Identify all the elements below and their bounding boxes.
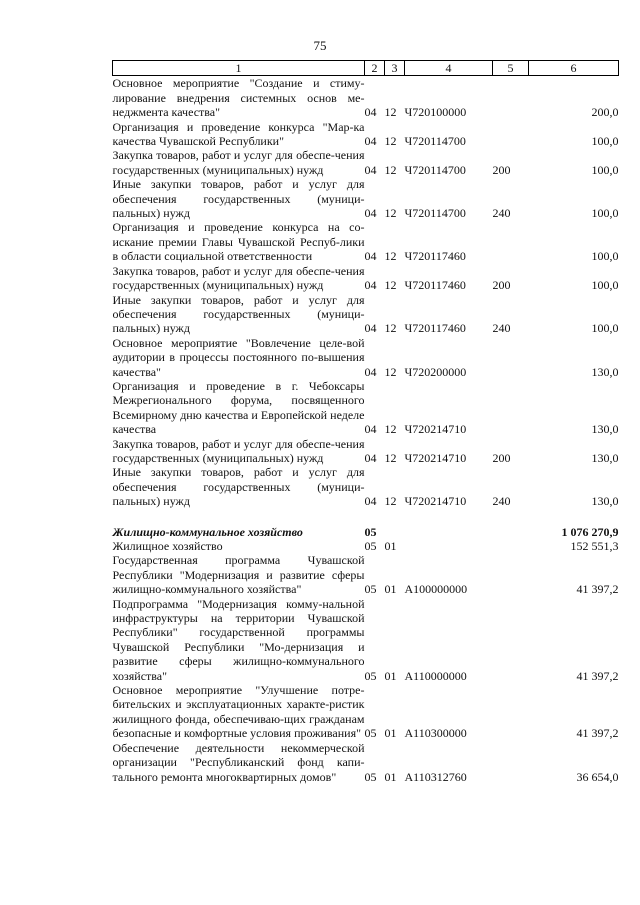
row-section-code: 04	[364, 364, 377, 379]
header-col-name: 1	[113, 61, 365, 76]
row-amount: 100,0	[591, 278, 619, 293]
row-expense-type	[493, 120, 529, 149]
row-name: Подпрограмма "Модернизация комму-нальной инфраструктуры на территории Чувашской Республики" государственной программы Чувашской Республики "Мо-дернизация и развитие сферы жилищно-коммунального хозяйства"	[112, 596, 365, 683]
row-amount: 200,0	[591, 105, 619, 120]
table-row	[113, 76, 619, 120]
row-name: Государственная программа Чувашской Республики "Модернизация и развитие сферы жилищно-коммунального хозяйства"	[112, 553, 365, 597]
table-row	[113, 539, 619, 553]
row-section-code: 04	[364, 494, 377, 509]
row-subsection-code: 12	[384, 162, 397, 177]
budget-table-container	[112, 60, 618, 784]
row-amount: 1 076 270,9	[561, 524, 619, 539]
row-expense-type	[493, 525, 529, 539]
row-section-code: 05	[364, 668, 377, 683]
row-expense-type: 240	[492, 321, 511, 336]
row-name: Закупка товаров, работ и услуг для обеспе-чения государственных (муниципальных) нужд	[112, 263, 365, 293]
row-name: Организация и проведение в г. Чебоксары Межрегионального форума, посвященного Всемирному дню качества и Европейской неделе качества	[112, 378, 365, 437]
row-section-code: 04	[364, 105, 377, 120]
row-amount: 100,0	[591, 134, 619, 149]
row-target-article: Ч720114700	[404, 134, 466, 149]
table-row	[113, 741, 619, 784]
row-section-code: 04	[364, 450, 377, 465]
row-subsection-code: 12	[384, 450, 397, 465]
row-subsection-code: 12	[384, 494, 397, 509]
header-col-expense-type: 5	[493, 61, 529, 76]
row-name: Организация и проведение конкурса на со-искание премии Главы Чувашской Респуб-лики в области социальной ответственности	[112, 220, 365, 264]
row-subsection-code: 01	[384, 539, 397, 553]
row-section-code: 04	[364, 422, 377, 437]
row-name: Иные закупки товаров, работ и услуг для обеспечения государственных (муници-пальных) нужд	[112, 465, 365, 509]
row-amount: 41 397,2	[576, 726, 619, 741]
row-expense-type: 200	[492, 278, 511, 293]
row-section-code: 04	[364, 249, 377, 264]
table-row	[113, 437, 619, 466]
row-expense-type	[493, 220, 529, 263]
row-target-article: Ч720117460	[404, 321, 466, 336]
row-section-code: 04	[364, 134, 377, 149]
row-expense-type	[493, 553, 529, 596]
row-amount: 41 397,2	[576, 582, 619, 597]
row-subsection-code: 12	[384, 321, 397, 336]
row-expense-type	[493, 539, 529, 553]
row-name: Обеспечение деятельности некоммерческой организации "Республиканский фонд капи-тального ремонта многоквартирных домов"	[112, 740, 365, 784]
row-target-article	[405, 525, 493, 539]
row-section-code: 04	[364, 162, 377, 177]
row-amount: 130,0	[591, 494, 619, 509]
row-amount: 41 397,2	[576, 668, 619, 683]
row-section-code: 04	[364, 321, 377, 336]
row-target-article: А100000000	[404, 582, 468, 597]
row-target-article: А110000000	[404, 668, 467, 683]
row-name: Иные закупки товаров, работ и услуг для обеспечения государственных (муници-пальных) нужд	[112, 292, 365, 336]
row-section-code: 05	[364, 539, 377, 553]
header-col-target-article: 4	[405, 61, 493, 76]
row-subsection-code: 12	[384, 278, 397, 293]
row-expense-type	[493, 379, 529, 437]
row-name: Организация и проведение конкурса "Мар-ка качества Чувашской Республики"	[112, 119, 365, 149]
table-row	[113, 379, 619, 437]
row-name: Жилищное хозяйство	[112, 539, 223, 553]
row-name: Иные закупки товаров, работ и услуг для обеспечения государственных (муници-пальных) нужд	[112, 177, 365, 221]
row-target-article: Ч720114700	[404, 206, 466, 221]
header-row	[113, 61, 619, 76]
spacer-row	[113, 509, 619, 525]
row-subsection-code: 12	[384, 422, 397, 437]
row-expense-type: 240	[492, 494, 511, 509]
row-name: Основное мероприятие "Улучшение потре-бительских и эксплуатационных характе-ристик жилищного фонда, обеспечиваю-щих гражданам безопасные и комфортные условия проживания"	[112, 683, 365, 741]
header-col-subsection: 3	[385, 61, 405, 76]
row-expense-type	[493, 683, 529, 741]
row-section-code: 05	[364, 524, 377, 539]
row-section-code: 05	[364, 582, 377, 597]
row-subsection-code	[385, 525, 405, 539]
row-target-article: Ч720117460	[404, 249, 466, 264]
row-target-article: Ч720214710	[404, 422, 467, 437]
row-name: Основное мероприятие "Вовлечение целе-вой аудитории в процессы постоянного по-вышения качества"	[112, 335, 365, 379]
row-target-article: Ч720117460	[404, 278, 466, 293]
row-target-article: Ч720214710	[404, 494, 467, 509]
row-target-article: Ч720100000	[404, 105, 467, 120]
section-row	[113, 525, 619, 539]
row-amount: 152 551,3	[570, 539, 619, 553]
page-number: 75	[313, 38, 327, 53]
row-section-code: 04	[364, 278, 377, 293]
row-target-article	[405, 539, 493, 553]
budget-table	[112, 60, 619, 784]
table-header	[113, 61, 619, 76]
row-target-article: Ч720114700	[404, 162, 466, 177]
table-row	[113, 148, 619, 177]
row-subsection-code: 12	[384, 206, 397, 221]
table-body	[113, 76, 619, 784]
table-row	[113, 683, 619, 741]
row-target-article: Ч720214710	[404, 450, 467, 465]
table-row	[113, 264, 619, 293]
row-subsection-code: 12	[384, 105, 397, 120]
row-amount: 130,0	[591, 422, 619, 437]
row-target-article: А110312760	[404, 769, 467, 784]
row-amount: 100,0	[591, 321, 619, 336]
row-subsection-code: 01	[384, 668, 397, 683]
row-subsection-code: 12	[384, 134, 397, 149]
row-target-article: А110300000	[404, 726, 467, 741]
row-subsection-code: 01	[384, 726, 397, 741]
header-col-section: 2	[365, 61, 385, 76]
row-name: Основное мероприятие "Создание и стиму-лирование внедрения системных основ ме-неджмента качества"	[112, 76, 365, 120]
table-row	[113, 597, 619, 683]
row-expense-type	[493, 741, 529, 784]
row-amount: 100,0	[591, 206, 619, 221]
table-row	[113, 120, 619, 149]
row-subsection-code: 12	[384, 249, 397, 264]
row-amount: 100,0	[591, 249, 619, 264]
row-amount: 130,0	[591, 450, 619, 465]
row-amount: 36 654,0	[576, 769, 619, 784]
row-target-article: Ч720200000	[404, 364, 467, 379]
row-section-code: 05	[364, 769, 377, 784]
row-expense-type	[493, 336, 529, 379]
row-subsection-code: 01	[384, 769, 397, 784]
row-expense-type: 200	[492, 450, 511, 465]
row-expense-type: 200	[492, 162, 511, 177]
row-amount: 130,0	[591, 364, 619, 379]
row-amount: 100,0	[591, 162, 619, 177]
row-subsection-code: 01	[384, 582, 397, 597]
row-name: Закупка товаров, работ и услуг для обеспе-чения государственных (муниципальных) нужд	[112, 436, 365, 465]
row-section-code: 04	[364, 206, 377, 221]
table-row	[113, 220, 619, 263]
table-row	[113, 177, 619, 220]
row-name: Закупка товаров, работ и услуг для обеспе-чения государственных (муниципальных) нужд	[112, 148, 365, 177]
row-subsection-code: 12	[384, 364, 397, 379]
row-expense-type	[493, 597, 529, 683]
row-section-code: 05	[364, 726, 377, 741]
table-row	[113, 293, 619, 336]
table-row	[113, 553, 619, 596]
row-name: Жилищно-коммунальное хозяйство	[112, 524, 303, 539]
table-row	[113, 336, 619, 379]
row-expense-type: 240	[492, 206, 511, 221]
spacer-cell	[113, 509, 619, 525]
header-col-amount: 6	[529, 61, 619, 76]
table-row	[113, 465, 619, 508]
row-expense-type	[493, 76, 529, 120]
